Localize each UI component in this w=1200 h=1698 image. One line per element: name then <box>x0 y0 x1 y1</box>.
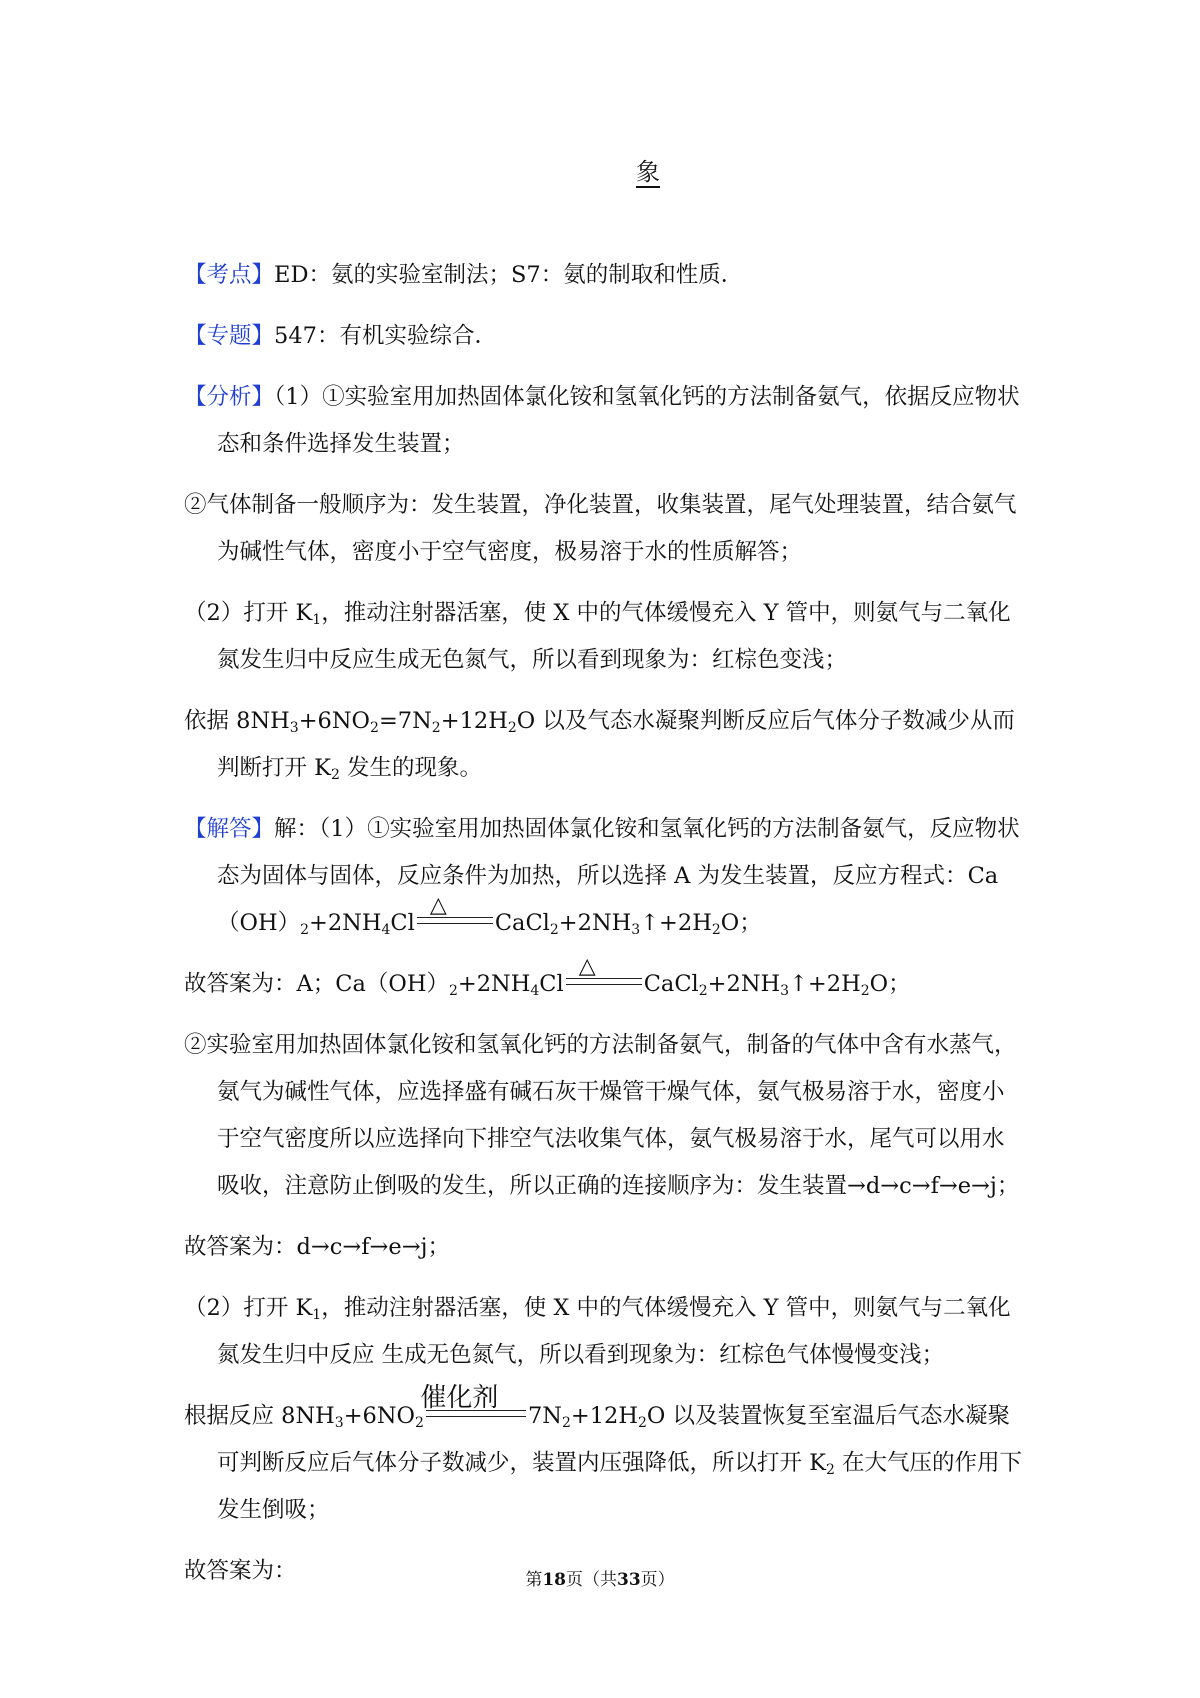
subscript: 1 <box>312 612 322 628</box>
triangle-heat-icon: △ <box>578 954 596 979</box>
fenxi-paragraph-2 <box>184 482 1024 576</box>
triangle-heat-icon: △ <box>429 893 447 918</box>
equation-part: +2NH <box>707 971 781 997</box>
subscript: 3 <box>780 983 790 999</box>
jieda-text-4e: O 以及装置恢复至室温后气态水凝聚可判断反应后气体分子数减少，装置内压强降低，所以打开 K <box>217 1403 1011 1476</box>
catalyst-label: 催化剂 <box>420 1383 499 1413</box>
equation-part: CaCl <box>643 971 699 997</box>
equation-part: +2NH <box>457 971 531 997</box>
subscript: 2 <box>330 767 340 783</box>
equal-sign <box>417 917 493 924</box>
page-footer <box>0 1568 1200 1592</box>
subscript: 3 <box>631 922 641 938</box>
jieda-text-4b: +6NO <box>343 1403 416 1429</box>
subscript: 3 <box>289 720 299 736</box>
fenxi-paragraph-4 <box>184 698 1024 792</box>
answer-line-1 <box>184 954 1024 1008</box>
fenxi-text-1: （1）①实验室用加热固体氯化铵和氢氧化钙的方法制备氨气，依据反应物状态和条件选择发生装置； <box>217 384 1020 457</box>
equation-part: CaCl <box>494 910 550 936</box>
subscript: 4 <box>381 922 391 938</box>
jieda-text-4c: 7N <box>527 1403 562 1429</box>
jieda-text-1: 解：（1）①实验室用加热固体氯化铵和氢氧化钙的方法制备氨气，反应物状态为固体与固体，反应条件为加热，所以选择 A 为发生装置，反应方程式： <box>217 816 1020 889</box>
equation-part: +2NH <box>309 910 382 936</box>
subscript: 2 <box>860 983 870 999</box>
jieda-tag: 【解答】 <box>184 816 275 842</box>
fenxi-text-4e: O 以及气态水凝聚判断反应后气体分子数减少从而判断打开 K <box>217 708 1015 781</box>
subscript: 2 <box>370 720 379 736</box>
subscript: 2 <box>507 720 517 736</box>
equation-part: ↑+2H <box>640 910 712 936</box>
zhuanti-text: 547：有机实验综合． <box>274 323 497 349</box>
fenxi-text-4a: 依据 8NH <box>184 708 290 734</box>
jieda-paragraph-3 <box>184 1285 1024 1379</box>
fenxi-text-4f: 发生的现象。 <box>339 755 483 781</box>
jieda-text-4f: 在大气压的作用下发生倒吸； <box>217 1450 1023 1523</box>
jieda-text-3b: ，推动注射器活塞，使 X 中的气体缓慢充入 Y 管中，则氨气与二氧化氮发生归中反应 生成无色氮气，所以看到现象为：红棕色气体慢慢变浅； <box>217 1295 1011 1368</box>
equation-part: +2NH <box>558 910 632 936</box>
answer-1-prefix: 故答案为：A； <box>184 971 336 997</box>
subscript: 3 <box>334 1415 344 1431</box>
fenxi-paragraph-1 <box>184 374 1024 468</box>
equation-part: Ca（OH） <box>335 971 449 997</box>
equal-sign <box>566 978 642 985</box>
answer-2-text: 故答案为：d→c→f→e→j； <box>184 1234 451 1260</box>
answer-fragment-text: 象 <box>636 158 660 186</box>
subscript: 2 <box>549 922 559 938</box>
jieda-text-4d: +12H <box>570 1403 638 1429</box>
subscript: 2 <box>825 1462 835 1478</box>
equation-part: Ca（OH） <box>217 863 999 936</box>
subscript: 2 <box>637 1415 647 1431</box>
jieda-paragraph-1 <box>184 806 1024 947</box>
jieda-text-2: ②实验室用加热固体氯化铵和氢氧化钙的方法制备氨气，制备的气体中含有水蒸气，氨气为碱性气体，应选择盛有碱石灰干燥管干燥气体，氨气极易溶于水，密度小于空气密度所以应选择向下排空气法收集气体，氨气极易溶于水，尾气可以用水吸收，注意防止倒吸的发生，所以正确的连接顺序为：发生装置→d→c→f→e→j； <box>184 1032 1020 1199</box>
catalyst-condition-sign <box>420 1383 526 1423</box>
kaodian-section <box>184 252 1024 299</box>
total-page-count: 33 <box>617 1570 641 1590</box>
footer-prefix: 第 <box>525 1570 543 1590</box>
footer-suffix: 页） <box>640 1570 675 1590</box>
heating-condition-sign <box>417 893 493 930</box>
reaction-equation-2 <box>335 954 911 999</box>
fenxi-paragraph-3 <box>184 590 1024 684</box>
heating-condition-sign <box>566 954 642 991</box>
jieda-text-3a: （2）打开 K <box>184 1295 313 1321</box>
answer-line-2 <box>184 1224 1024 1271</box>
kaodian-text: ED：氨的实验室制法；S7：氨的制取和性质． <box>274 262 744 288</box>
subscript: 1 <box>312 1307 322 1323</box>
subscript: 2 <box>561 1415 571 1431</box>
subscript: 4 <box>530 983 540 999</box>
fenxi-text-4d: +12H <box>440 708 508 734</box>
zhuanti-tag: 【专题】 <box>184 323 275 349</box>
equation-part: Cl <box>539 971 564 997</box>
underlined-answer-fragment <box>636 156 686 188</box>
equation-part: Cl <box>390 910 415 936</box>
equation-part: O； <box>869 971 911 997</box>
equal-sign <box>426 1410 526 1417</box>
zhuanti-section <box>184 313 1024 360</box>
subscript: 2 <box>698 983 708 999</box>
fenxi-text-4c: =7N <box>378 708 432 734</box>
jieda-paragraph-2 <box>184 1022 1024 1210</box>
jieda-text-4a: 根据反应 8NH <box>184 1403 335 1429</box>
answer-3-text: 故答案为： <box>184 1558 297 1584</box>
jieda-paragraph-4 <box>184 1383 1024 1534</box>
equation-part: ↑+2H <box>789 971 861 997</box>
fenxi-text-2: ②气体制备一般顺序为：发生装置，净化装置，收集装置，尾气处理装置，结合氨气为碱性气体，密度小于空气密度，极易溶于水的性质解答； <box>184 492 1017 565</box>
fenxi-text-3a: （2）打开 K <box>184 600 313 626</box>
fenxi-tag: 【分析】 <box>184 384 275 410</box>
subscript: 2 <box>415 1415 424 1431</box>
fenxi-text-4b: +6NO <box>298 708 371 734</box>
equation-part: O； <box>720 910 762 936</box>
subscript: 2 <box>431 720 441 736</box>
solution-body <box>184 252 1024 1609</box>
fenxi-text-3b: ，推动注射器活塞，使 X 中的气体缓慢充入 Y 管中，则氨气与二氧化氮发生归中反应生成无色氮气，所以看到现象为：红棕色变浅； <box>217 600 1011 673</box>
subscript: 2 <box>300 922 309 938</box>
subscript: 2 <box>448 983 458 999</box>
current-page-number: 18 <box>542 1570 566 1590</box>
subscript: 2 <box>711 922 721 938</box>
footer-middle: 页（共 <box>566 1570 617 1590</box>
kaodian-tag: 【考点】 <box>184 262 275 288</box>
